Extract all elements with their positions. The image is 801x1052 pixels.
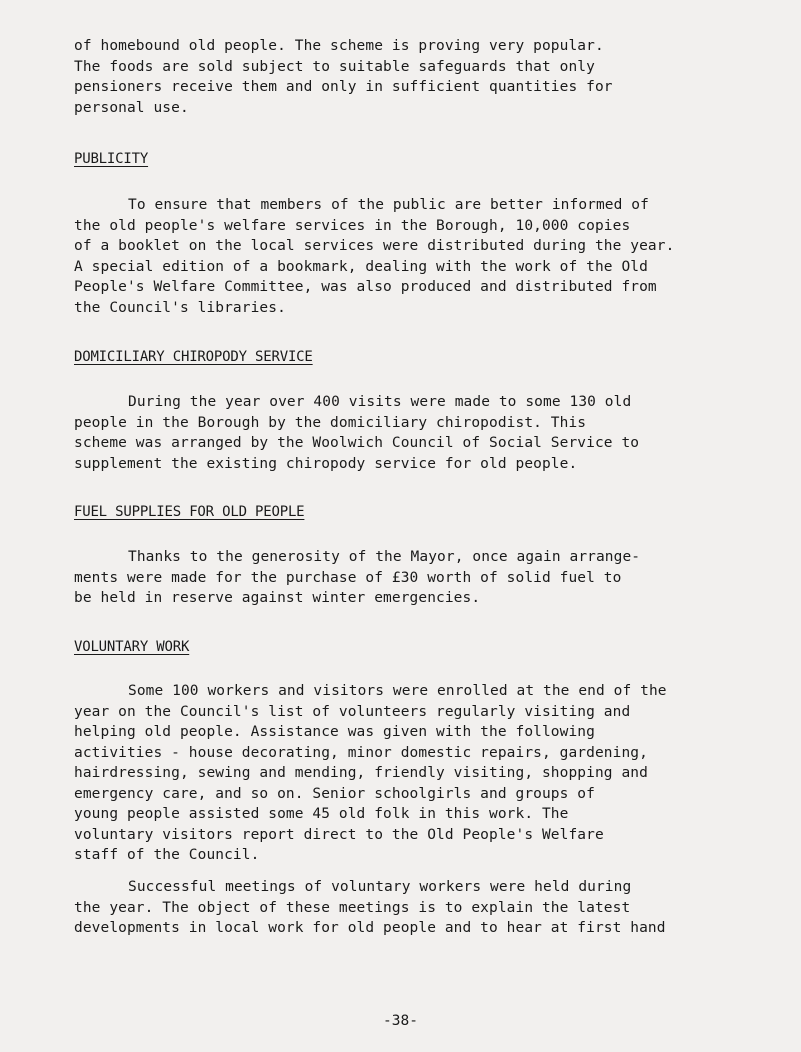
text-line: helping old people. Assistance was given with the following	[74, 724, 595, 740]
text-line: of homebound old people. The scheme is proving very popular.	[74, 38, 604, 54]
section-heading-fuel-supplies: FUEL SUPPLIES FOR OLD PEOPLE	[74, 504, 305, 520]
text-line: year on the Council's list of volunteers regularly visiting and	[74, 703, 631, 720]
text-line: hairdressing, sewing and mending, friendly visiting, shopping and	[74, 765, 648, 781]
text-line: Some 100 workers and visitors were enrolled at the end of the	[128, 683, 667, 699]
text-line: personal use.	[74, 99, 189, 116]
text-line: be held in reserve against winter emergencies.	[74, 590, 481, 606]
text-line: the year. The object of these meetings is to explain the latest	[74, 899, 631, 916]
text-line: the old people's welfare services in the Borough, 10,000 copies	[74, 217, 631, 234]
text-line: During the year over 400 visits were made to some 130 old	[128, 394, 632, 410]
text-line: of a booklet on the local services were distributed during the year.	[74, 238, 675, 254]
text-line: people in the Borough by the domiciliary chiropodist. This	[74, 414, 587, 431]
text-line: the Council's libraries.	[74, 299, 286, 316]
text-line: scheme was arranged by the Woolwich Council of Social Service to	[74, 435, 640, 451]
voluntary-work-paragraph-2	[74, 877, 754, 939]
text-line: The foods are sold subject to suitable safeguards that only	[74, 58, 595, 75]
text-line: Successful meetings of voluntary workers were held during	[128, 879, 632, 895]
text-line: emergency care, and so on. Senior schoolgirls and groups of	[74, 785, 595, 802]
text-line: People's Welfare Committee, was also produced and distributed from	[74, 279, 657, 295]
text-line: voluntary visitors report direct to the Old People's Welfare	[74, 826, 604, 843]
section-heading-publicity: PUBLICITY	[74, 151, 149, 167]
voluntary-work-paragraph-1	[74, 681, 754, 866]
text-line: ments were made for the purchase of £30 worth of solid fuel to	[74, 569, 622, 586]
text-line: supplement the existing chiropody service for old people.	[74, 455, 578, 472]
text-line: developments in local work for old people and to hear at first hand	[74, 920, 666, 936]
chiropody-paragraph	[74, 392, 754, 474]
text-line: To ensure that members of the public are better informed of	[128, 197, 649, 213]
text-line: pensioners receive them and only in sufficient quantities for	[74, 79, 613, 95]
intro-paragraph	[74, 36, 754, 118]
section-heading-voluntary-work: VOLUNTARY WORK	[74, 639, 190, 655]
text-line: young people assisted some 45 old folk in this work. The	[74, 806, 569, 822]
page-number: -38-	[383, 1013, 418, 1029]
text-line: A special edition of a bookmark, dealing with the work of the Old	[74, 258, 648, 275]
fuel-supplies-paragraph	[74, 547, 754, 609]
text-line: activities - house decorating, minor domestic repairs, gardening,	[74, 744, 648, 761]
section-heading-chiropody: DOMICILIARY CHIROPODY SERVICE	[74, 349, 313, 365]
publicity-paragraph	[74, 195, 754, 318]
text-line: Thanks to the generosity of the Mayor, once again arrange-	[128, 549, 641, 565]
text-line: staff of the Council.	[74, 847, 260, 863]
